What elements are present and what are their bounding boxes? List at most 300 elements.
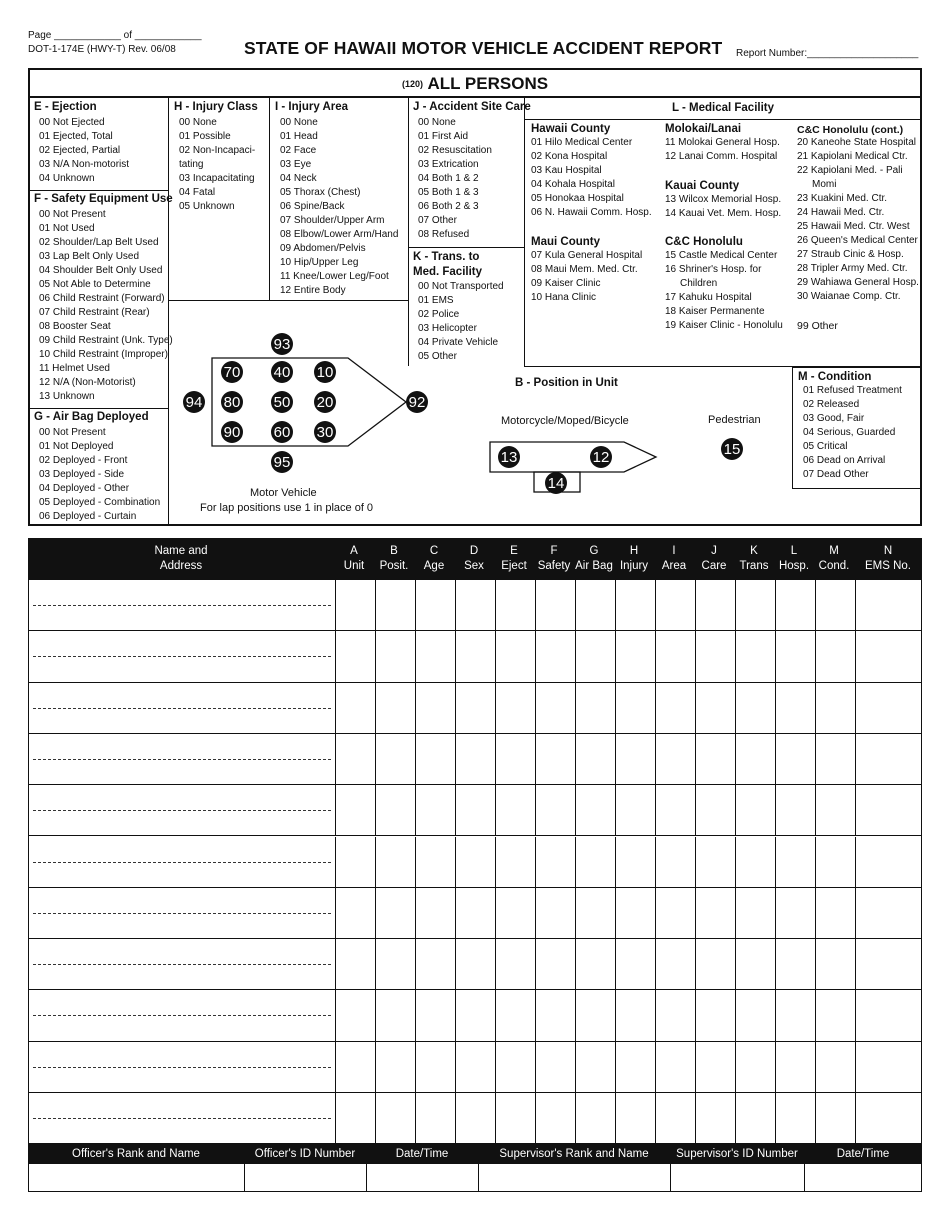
list-item: 01 Possible: [179, 131, 231, 142]
officer-name-label: Officer's Rank and Name: [72, 1147, 200, 1160]
code-cell[interactable]: [455, 1042, 495, 1092]
page-number-line: [28, 30, 202, 41]
list-item: 12 Entire Body: [280, 285, 346, 296]
code-cell[interactable]: [655, 734, 695, 784]
code-cell[interactable]: [495, 1042, 535, 1092]
code-cell[interactable]: [695, 837, 735, 887]
code-cell[interactable]: [695, 939, 735, 989]
name-address-cell[interactable]: [29, 734, 335, 784]
code-cell[interactable]: [375, 734, 415, 784]
name-address-cell[interactable]: [29, 683, 335, 733]
list-item: 06 Deployed - Curtain: [39, 511, 137, 522]
name-address-cell[interactable]: [29, 631, 335, 681]
airbag-title: G - Air Bag Deployed: [34, 411, 149, 423]
list-item: 23 Kuakini Med. Ctr.: [797, 193, 888, 204]
list-item: 01 Not Used: [39, 223, 95, 234]
code-cell[interactable]: [535, 734, 575, 784]
condition-list: [803, 384, 902, 482]
medical-title: L - Medical Facility: [671, 102, 775, 114]
list-item: 25 Hawaii Med. Ctr. West: [797, 221, 910, 232]
list-item: 03 Deployed - Side: [39, 469, 125, 480]
position-70[interactable]: 70: [221, 361, 243, 383]
code-cell[interactable]: [495, 683, 535, 733]
code-cell[interactable]: [815, 785, 855, 835]
code-cell[interactable]: [615, 785, 655, 835]
injury-area-section: [275, 101, 398, 298]
code-cell[interactable]: [535, 631, 575, 681]
code-cell[interactable]: [375, 939, 415, 989]
code-cell[interactable]: [775, 580, 815, 630]
code-cell[interactable]: [335, 939, 375, 989]
position-15[interactable]: 15: [721, 438, 743, 460]
kauai-list: [665, 193, 781, 221]
list-item: 14 Kauai Vet. Mem. Hosp.: [665, 208, 782, 219]
list-item: 02 Resuscitation: [418, 145, 492, 156]
code-cell[interactable]: [655, 837, 695, 887]
code-cell[interactable]: [415, 1042, 455, 1092]
name-address-cell[interactable]: [29, 1093, 335, 1144]
code-cell[interactable]: [415, 1093, 455, 1144]
name-address-cell[interactable]: [29, 1042, 335, 1092]
code-cell[interactable]: [815, 939, 855, 989]
code-cell[interactable]: [495, 939, 535, 989]
code-cell[interactable]: [375, 1042, 415, 1092]
name-address-cell[interactable]: [29, 837, 335, 887]
address-divider: [33, 759, 331, 760]
maui-county-title: Maui County: [531, 236, 600, 248]
code-cell[interactable]: [495, 1093, 535, 1144]
list-item: 05 Unknown: [179, 201, 235, 212]
code-cell[interactable]: [495, 631, 535, 681]
list-item: 04 Neck: [280, 173, 317, 184]
position-93[interactable]: 93: [271, 333, 293, 355]
code-cell[interactable]: [415, 888, 455, 938]
list-item: 10 Hana Clinic: [531, 292, 597, 303]
code-cell[interactable]: [615, 1042, 655, 1092]
code-cell[interactable]: [855, 837, 922, 887]
position-title: B - Position in Unit: [515, 377, 618, 389]
list-item: 30 Waianae Comp. Ctr.: [797, 291, 901, 302]
code-cell[interactable]: [735, 631, 775, 681]
hawaii-county: [531, 123, 652, 220]
code-cell[interactable]: [655, 683, 695, 733]
list-item: 01 Head: [280, 131, 318, 142]
code-cell[interactable]: [775, 888, 815, 938]
code-cell[interactable]: [815, 580, 855, 630]
code-cell[interactable]: [695, 990, 735, 1040]
section-code: (120): [402, 79, 424, 89]
code-cell[interactable]: [575, 631, 615, 681]
code-cell[interactable]: [535, 888, 575, 938]
code-cell[interactable]: [855, 683, 922, 733]
code-cell[interactable]: [415, 683, 455, 733]
code-cell[interactable]: [575, 580, 615, 630]
page-field[interactable]: ____________: [54, 30, 121, 41]
supervisor-name-field[interactable]: [479, 1164, 671, 1191]
code-cell[interactable]: [735, 837, 775, 887]
list-item: 08 Maui Mem. Med. Ctr.: [531, 264, 638, 275]
list-item: 00 None: [280, 117, 318, 128]
address-divider: [33, 1067, 331, 1068]
list-item: 18 Kaiser Permanente: [665, 306, 765, 317]
code-cell[interactable]: [655, 990, 695, 1040]
transport-section: [413, 251, 504, 364]
code-cell[interactable]: [615, 990, 655, 1040]
list-item: 07 Child Restraint (Rear): [39, 307, 150, 318]
pedestrian-label: Pedestrian: [708, 414, 761, 426]
site-care-section: [413, 101, 531, 242]
code-cell[interactable]: [495, 888, 535, 938]
code-cell[interactable]: [575, 683, 615, 733]
code-cell[interactable]: [855, 1042, 922, 1092]
table-row: [29, 734, 922, 785]
other-facility: 99 Other: [797, 320, 838, 332]
name-address-cell[interactable]: [29, 785, 335, 835]
code-cell[interactable]: [615, 734, 655, 784]
code-cell[interactable]: [575, 837, 615, 887]
code-cell[interactable]: [815, 990, 855, 1040]
address-divider: [33, 913, 331, 914]
list-item: 13 Wilcox Memorial Hosp.: [665, 194, 782, 205]
code-cell[interactable]: [335, 837, 375, 887]
cc-honolulu: [665, 236, 783, 333]
code-cell[interactable]: [455, 939, 495, 989]
list-item: 04 Deployed - Other: [39, 483, 130, 494]
col-airbag: G Air Bag: [575, 545, 613, 572]
code-cell[interactable]: [455, 837, 495, 887]
code-cell[interactable]: [415, 939, 455, 989]
code-cell[interactable]: [335, 631, 375, 681]
date-field-1[interactable]: [367, 1164, 479, 1191]
list-item: 02 Face: [280, 145, 317, 156]
list-item: 01 Not Deployed: [39, 441, 114, 452]
code-cell[interactable]: [695, 734, 735, 784]
list-item: 01 EMS: [418, 295, 454, 306]
code-cell[interactable]: [695, 1042, 735, 1092]
code-cell[interactable]: [455, 888, 495, 938]
code-cell[interactable]: [855, 888, 922, 938]
code-cell[interactable]: [575, 939, 615, 989]
site-care-title: J - Accident Site Care: [413, 101, 531, 113]
code-cell[interactable]: [415, 580, 455, 630]
position-95[interactable]: 95: [271, 451, 293, 473]
code-cell[interactable]: [535, 939, 575, 989]
list-item: 04 Private Vehicle: [418, 337, 499, 348]
officer-name-field[interactable]: [29, 1164, 245, 1191]
code-cell[interactable]: [855, 734, 922, 784]
code-cell[interactable]: [375, 631, 415, 681]
code-cell[interactable]: [535, 990, 575, 1040]
col-trans: K Trans: [739, 545, 769, 572]
hawaii-county-list: [531, 136, 652, 220]
code-cell[interactable]: [735, 1093, 775, 1144]
code-cell[interactable]: [655, 631, 695, 681]
ejection-section: [34, 101, 129, 186]
code-cell[interactable]: [735, 734, 775, 784]
position-92[interactable]: 92: [406, 391, 428, 413]
name-address-cell[interactable]: [29, 580, 335, 630]
report-number: [736, 48, 918, 59]
code-cell[interactable]: [575, 1093, 615, 1144]
table-row: [29, 990, 922, 1041]
code-cell[interactable]: [615, 888, 655, 938]
address-divider: [33, 810, 331, 811]
list-item: 03 Good, Fair: [803, 413, 865, 424]
code-cell[interactable]: [775, 1042, 815, 1092]
code-cell[interactable]: [775, 631, 815, 681]
position-80[interactable]: 80: [221, 391, 243, 413]
table-row: [29, 837, 922, 888]
code-cell[interactable]: [495, 837, 535, 887]
supervisor-id-label: Supervisor's ID Number: [676, 1147, 798, 1160]
code-cell[interactable]: [535, 1042, 575, 1092]
code-cell[interactable]: [615, 580, 655, 630]
code-cell[interactable]: [695, 580, 735, 630]
code-cell[interactable]: [335, 990, 375, 1040]
code-cell[interactable]: [855, 990, 922, 1040]
list-item: 24 Hawaii Med. Ctr.: [797, 207, 885, 218]
injury-class-title: H - Injury Class: [174, 101, 258, 113]
code-cell[interactable]: [415, 990, 455, 1040]
list-item: 11 Helmet Used: [39, 363, 110, 374]
code-cell[interactable]: [815, 1042, 855, 1092]
injury-class-list: [179, 116, 258, 214]
code-cell[interactable]: [735, 1042, 775, 1092]
code-cell[interactable]: [855, 939, 922, 989]
table-row: [29, 785, 922, 836]
site-care-list: [418, 116, 531, 242]
list-item: 20 Kaneohe State Hospital: [797, 137, 916, 148]
position-20[interactable]: 20: [314, 391, 336, 413]
code-cell[interactable]: [335, 683, 375, 733]
code-cell[interactable]: [815, 837, 855, 887]
list-item: 09 Kaiser Clinic: [531, 278, 601, 289]
code-cell[interactable]: [775, 683, 815, 733]
list-item: 26 Queen's Medical Center: [797, 235, 918, 246]
name-address-cell[interactable]: [29, 888, 335, 938]
code-cell[interactable]: [615, 631, 655, 681]
position-12[interactable]: 12: [590, 446, 612, 468]
code-cell[interactable]: [335, 1042, 375, 1092]
code-cell[interactable]: [735, 785, 775, 835]
code-cell[interactable]: [535, 580, 575, 630]
code-cell[interactable]: [735, 990, 775, 1040]
position-94[interactable]: 94: [183, 391, 205, 413]
list-item: 05 Other: [418, 351, 457, 362]
code-cell[interactable]: [815, 1093, 855, 1144]
position-10[interactable]: 10: [314, 361, 336, 383]
code-cell[interactable]: [775, 837, 815, 887]
code-cell[interactable]: [495, 734, 535, 784]
list-item: 08 Elbow/Lower Arm/Hand: [280, 229, 399, 240]
list-item: 03 N/A Non-motorist: [39, 159, 130, 170]
code-cell[interactable]: [575, 1042, 615, 1092]
code-cell[interactable]: [775, 990, 815, 1040]
code-cell[interactable]: [455, 631, 495, 681]
position-40[interactable]: 40: [271, 361, 293, 383]
list-item: 12 N/A (Non-Motorist): [39, 377, 136, 388]
code-cell[interactable]: [415, 734, 455, 784]
code-cell[interactable]: [415, 785, 455, 835]
code-cell[interactable]: [655, 785, 695, 835]
cc-honolulu-cont: [797, 124, 919, 332]
address-divider: [33, 708, 331, 709]
code-cell[interactable]: [575, 785, 615, 835]
code-cell[interactable]: [375, 580, 415, 630]
code-cell[interactable]: [335, 785, 375, 835]
code-cell[interactable]: [375, 888, 415, 938]
ejection-title: E - Ejection: [34, 101, 97, 113]
code-cell[interactable]: [695, 785, 735, 835]
code-cell[interactable]: [415, 631, 455, 681]
code-cell[interactable]: [455, 683, 495, 733]
col-hosp: L Hosp.: [778, 545, 810, 572]
list-item: 13 Unknown: [39, 391, 95, 402]
col-eject: E Eject: [501, 545, 527, 572]
code-cell[interactable]: [815, 631, 855, 681]
code-cell[interactable]: [455, 785, 495, 835]
code-cell[interactable]: [855, 785, 922, 835]
code-cell[interactable]: [575, 734, 615, 784]
position-13[interactable]: 13: [498, 446, 520, 468]
code-cell[interactable]: [455, 580, 495, 630]
report-number-label: Report Number:: [736, 48, 808, 59]
ejection-list: [39, 116, 129, 186]
code-cell[interactable]: [495, 785, 535, 835]
list-item: 00 Not Transported: [418, 281, 504, 292]
code-cell[interactable]: [855, 1093, 922, 1144]
code-cell[interactable]: [655, 888, 695, 938]
code-cell[interactable]: [775, 785, 815, 835]
code-cell[interactable]: [535, 683, 575, 733]
code-cell[interactable]: [775, 1093, 815, 1144]
code-cell[interactable]: [335, 888, 375, 938]
code-cell[interactable]: [815, 734, 855, 784]
report-number-field[interactable]: ____________________: [807, 48, 919, 59]
table-row: [29, 939, 922, 990]
transport-title: K - Trans. to: [413, 251, 480, 263]
code-cell[interactable]: [655, 939, 695, 989]
code-cell[interactable]: [695, 683, 735, 733]
code-cell[interactable]: [335, 1093, 375, 1144]
code-cell[interactable]: [695, 888, 735, 938]
position-14[interactable]: 14: [545, 472, 567, 494]
code-cell[interactable]: [735, 683, 775, 733]
col-age: C Age: [423, 545, 445, 572]
code-cell[interactable]: [655, 580, 695, 630]
code-cell[interactable]: [415, 837, 455, 887]
code-cell[interactable]: [695, 631, 735, 681]
code-cell[interactable]: [735, 888, 775, 938]
col-ems: N EMS No.: [864, 545, 911, 572]
code-cell[interactable]: [775, 939, 815, 989]
supervisor-id-field[interactable]: [671, 1164, 805, 1191]
code-cell[interactable]: [535, 837, 575, 887]
code-cell[interactable]: [335, 580, 375, 630]
list-item: 03 Extrication: [418, 159, 479, 170]
supervisor-name-label: Supervisor's Rank and Name: [499, 1147, 649, 1160]
col-unit: A Unit: [343, 545, 365, 572]
name-address-cell[interactable]: [29, 939, 335, 989]
officer-id-label: Officer's ID Number: [254, 1147, 356, 1160]
code-cell[interactable]: [615, 837, 655, 887]
code-cell[interactable]: [375, 1093, 415, 1144]
position-90[interactable]: 90: [221, 421, 243, 443]
injury-area-list: [280, 116, 398, 298]
code-cell[interactable]: [535, 785, 575, 835]
list-item: 04 Fatal: [179, 187, 216, 198]
code-cell[interactable]: [495, 580, 535, 630]
code-cell[interactable]: [375, 837, 415, 887]
code-cell[interactable]: [615, 1093, 655, 1144]
code-cell[interactable]: [815, 888, 855, 938]
code-cell[interactable]: [455, 1093, 495, 1144]
code-cell[interactable]: [375, 990, 415, 1040]
code-cell[interactable]: [655, 1042, 695, 1092]
list-item: tating: [179, 159, 204, 170]
officer-id-field[interactable]: [245, 1164, 367, 1191]
list-item: 04 Both 1 & 2: [418, 173, 479, 184]
safety-list: [39, 208, 173, 404]
address-divider: [33, 1118, 331, 1119]
position-60[interactable]: 60: [271, 421, 293, 443]
code-cell[interactable]: [575, 888, 615, 938]
condition-section: [798, 371, 902, 482]
list-item: 09 Child Restraint (Unk. Type): [39, 335, 173, 346]
list-item: 22 Kapiolani Med. - Pali: [797, 165, 903, 176]
code-cell[interactable]: [775, 734, 815, 784]
code-cell[interactable]: [695, 1093, 735, 1144]
code-cell[interactable]: [855, 580, 922, 630]
position-50[interactable]: 50: [271, 391, 293, 413]
list-item: 06 N. Hawaii Comm. Hosp.: [531, 207, 652, 218]
code-cell[interactable]: [855, 631, 922, 681]
code-cell[interactable]: [375, 785, 415, 835]
list-item: 04 Shoulder Belt Only Used: [39, 265, 163, 276]
code-cell[interactable]: [735, 580, 775, 630]
name-address-cell[interactable]: [29, 990, 335, 1040]
code-cell[interactable]: [615, 683, 655, 733]
code-cell[interactable]: [535, 1093, 575, 1144]
date-field-2[interactable]: [805, 1164, 922, 1191]
code-cell[interactable]: [735, 939, 775, 989]
code-cell[interactable]: [455, 734, 495, 784]
airbag-list: [39, 426, 160, 524]
code-cell[interactable]: [455, 990, 495, 1040]
position-30[interactable]: 30: [314, 421, 336, 443]
col-position: B Posit.: [379, 545, 409, 572]
list-item: 29 Wahiawa General Hosp.: [797, 277, 919, 288]
code-cell[interactable]: [615, 939, 655, 989]
list-item: 08 Booster Seat: [39, 321, 111, 332]
list-item: 05 Not Able to Determine: [39, 279, 151, 290]
list-item: 11 Knee/Lower Leg/Foot: [280, 271, 389, 282]
list-item: 02 Deployed - Front: [39, 455, 128, 466]
code-cell[interactable]: [655, 1093, 695, 1144]
form-title: STATE OF HAWAII MOTOR VEHICLE ACCIDENT REPORT: [244, 38, 723, 58]
lap-note: For lap positions use 1 in place of 0: [200, 502, 374, 514]
code-cell[interactable]: [815, 683, 855, 733]
code-cell[interactable]: [495, 990, 535, 1040]
code-cell[interactable]: [575, 990, 615, 1040]
code-cell[interactable]: [375, 683, 415, 733]
col-care: J Care: [701, 545, 727, 572]
address-divider: [33, 862, 331, 863]
page-total-field[interactable]: ____________: [134, 30, 202, 41]
code-cell[interactable]: [335, 734, 375, 784]
list-item: 12 Lanai Comm. Hospital: [665, 151, 778, 162]
list-item: 03 Eye: [280, 159, 312, 170]
